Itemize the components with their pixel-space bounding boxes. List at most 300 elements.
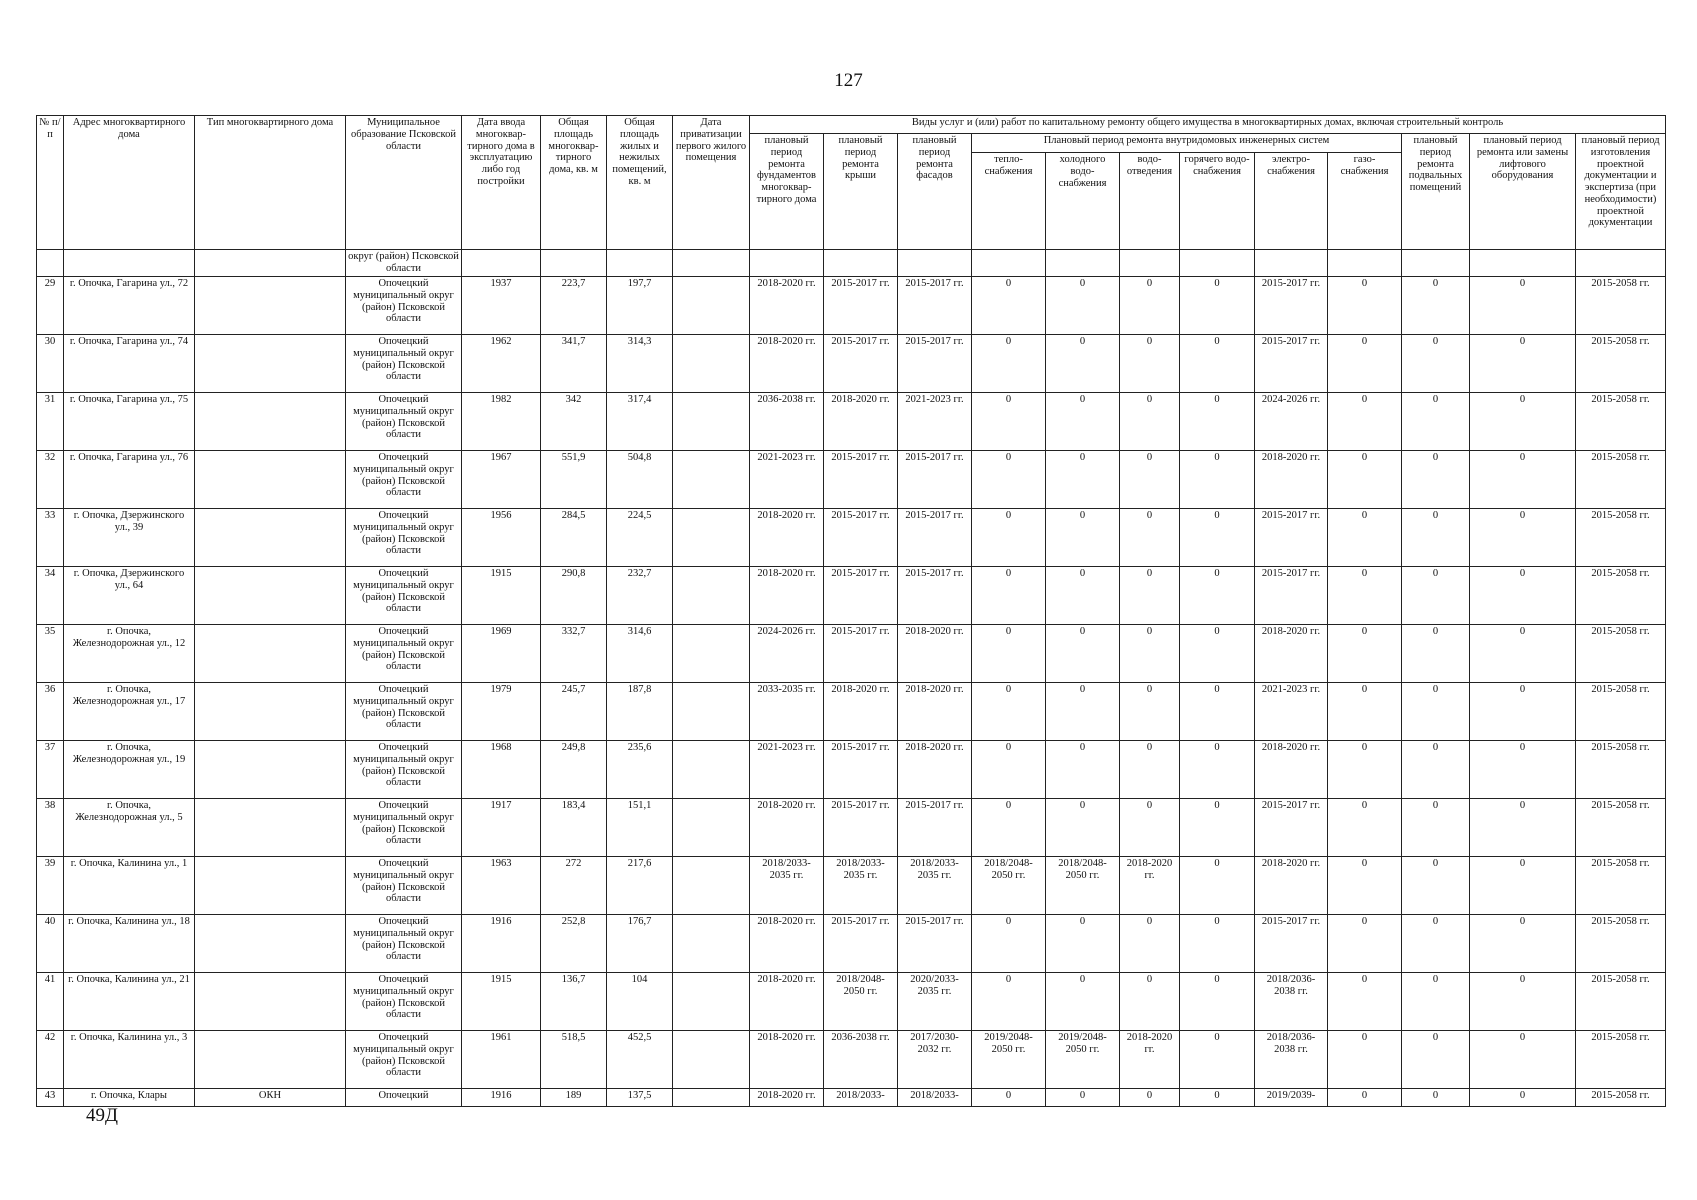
cell-basement: 0 bbox=[1402, 277, 1470, 335]
cell-living-area: 104 bbox=[607, 973, 673, 1031]
cell-design-doc: 2015-2058 гг. bbox=[1576, 451, 1666, 509]
cell-living-area: 314,6 bbox=[607, 625, 673, 683]
cell-facade: 2015-2017 гг. bbox=[898, 509, 972, 567]
cell-gas: 0 bbox=[1328, 683, 1402, 741]
cell-elevator: 0 bbox=[1470, 857, 1576, 915]
cell-heat: 2019/2048-2050 гг. bbox=[972, 1031, 1046, 1089]
cell-basement: 0 bbox=[1402, 567, 1470, 625]
cell-num: 34 bbox=[37, 567, 64, 625]
cell-gas: 0 bbox=[1328, 335, 1402, 393]
cell-hot-water: 0 bbox=[1180, 741, 1255, 799]
header-drainage: водо-отведения bbox=[1120, 153, 1180, 250]
cell-basement: 0 bbox=[1402, 625, 1470, 683]
table-row bbox=[37, 625, 1666, 683]
cell-cold-water: 0 bbox=[1046, 799, 1120, 857]
header-works-group: Виды услуг и (или) работ по капитальному ремонту общего имущества в многоквартирных домах, включая строительный контроль bbox=[750, 116, 1666, 134]
table-body bbox=[37, 250, 1666, 1107]
cell-municipality: Опочецкий bbox=[346, 1089, 462, 1107]
cell-hot-water: 0 bbox=[1180, 335, 1255, 393]
cell-design-doc: 2015-2058 гг. bbox=[1576, 683, 1666, 741]
cell-privatization bbox=[673, 393, 750, 451]
cell-year: 1961 bbox=[462, 1031, 541, 1089]
cell-num: 30 bbox=[37, 335, 64, 393]
cell-municipality: Опочецкий муниципальный округ (район) Псковской области bbox=[346, 799, 462, 857]
cell-basement: 0 bbox=[1402, 915, 1470, 973]
cell-privatization bbox=[673, 683, 750, 741]
cell-foundation: 2018-2020 гг. bbox=[750, 915, 824, 973]
cell-type bbox=[195, 451, 346, 509]
cell-basement: 0 bbox=[1402, 857, 1470, 915]
cell-type bbox=[195, 277, 346, 335]
cell-gas: 0 bbox=[1328, 1031, 1402, 1089]
capital-repair-table bbox=[36, 115, 1666, 1107]
cell-privatization bbox=[673, 451, 750, 509]
cell-municipality: Опочецкий муниципальный округ (район) Псковской области bbox=[346, 915, 462, 973]
table-row bbox=[37, 567, 1666, 625]
cell-foundation: 2018-2020 гг. bbox=[750, 799, 824, 857]
cell-gas: 0 bbox=[1328, 915, 1402, 973]
cell-electric: 2018-2020 гг. bbox=[1255, 857, 1328, 915]
cell-facade: 2018-2020 гг. bbox=[898, 741, 972, 799]
table-row bbox=[37, 509, 1666, 567]
cell-electric: 2018/2036-2038 гг. bbox=[1255, 973, 1328, 1031]
cell-design-doc: 2015-2058 гг. bbox=[1576, 1031, 1666, 1089]
table-header bbox=[37, 116, 1666, 250]
cell-address: г. Опочка, Гагарина ул., 74 bbox=[64, 335, 195, 393]
cell-type bbox=[195, 973, 346, 1031]
cell-heat: 0 bbox=[972, 509, 1046, 567]
cell-address: г. Опочка, Калинина ул., 21 bbox=[64, 973, 195, 1031]
cell-cold-water: 0 bbox=[1046, 509, 1120, 567]
cell-elevator: 0 bbox=[1470, 973, 1576, 1031]
cell-living-area: 176,7 bbox=[607, 915, 673, 973]
cell-living-area: 235,6 bbox=[607, 741, 673, 799]
cell-gas: 0 bbox=[1328, 451, 1402, 509]
cell-elevator: 0 bbox=[1470, 335, 1576, 393]
cell-gas: 0 bbox=[1328, 625, 1402, 683]
cell-year: 1917 bbox=[462, 799, 541, 857]
header-foundation: плановый период ремонта фундаментов многоквар-тирного дома bbox=[750, 134, 824, 250]
header-municipality: Муниципальное образование Псковской области bbox=[346, 116, 462, 250]
cell-address: г. Опочка, Железнодорожная ул., 5 bbox=[64, 799, 195, 857]
cell-cold-water: 0 bbox=[1046, 451, 1120, 509]
cell-total-area: 252,8 bbox=[541, 915, 607, 973]
cell-year: 1963 bbox=[462, 857, 541, 915]
cell-electric: 2015-2017 гг. bbox=[1255, 277, 1328, 335]
cell-num: 39 bbox=[37, 857, 64, 915]
cell-drainage: 2018-2020 гг. bbox=[1120, 1031, 1180, 1089]
cell-num: 40 bbox=[37, 915, 64, 973]
table-row bbox=[37, 393, 1666, 451]
cell-privatization bbox=[673, 625, 750, 683]
header-facade: плановый период ремонта фасадов bbox=[898, 134, 972, 250]
cell-design-doc: 2015-2058 гг. bbox=[1576, 567, 1666, 625]
header-total-area: Общая площадь многоквар-тирного дома, кв. м bbox=[541, 116, 607, 250]
cell-facade: 2015-2017 гг. bbox=[898, 277, 972, 335]
cell-facade: 2021-2023 гг. bbox=[898, 393, 972, 451]
cell-roof: 2036-2038 гг. bbox=[824, 1031, 898, 1089]
cell-municipality: Опочецкий муниципальный округ (район) Псковской области bbox=[346, 451, 462, 509]
cell-type: ОКН bbox=[195, 1089, 346, 1107]
cell-basement: 0 bbox=[1402, 1089, 1470, 1107]
cell-total-area: 284,5 bbox=[541, 509, 607, 567]
cell-basement: 0 bbox=[1402, 393, 1470, 451]
cell-roof: 2015-2017 гг. bbox=[824, 451, 898, 509]
cell-year: 1967 bbox=[462, 451, 541, 509]
cell-roof: 2018-2020 гг. bbox=[824, 683, 898, 741]
cell-year: 1969 bbox=[462, 625, 541, 683]
cell-electric: 2024-2026 гг. bbox=[1255, 393, 1328, 451]
header-gas: газо-снабжения bbox=[1328, 153, 1402, 250]
table-row bbox=[37, 1089, 1666, 1107]
cell-facade: 2018-2020 гг. bbox=[898, 683, 972, 741]
cell-year: 1916 bbox=[462, 915, 541, 973]
cell-year: 1982 bbox=[462, 393, 541, 451]
cell-basement: 0 bbox=[1402, 509, 1470, 567]
cell-heat: 0 bbox=[972, 1089, 1046, 1107]
cell-living-area: 317,4 bbox=[607, 393, 673, 451]
cell-cold-water: 0 bbox=[1046, 335, 1120, 393]
cell-basement: 0 bbox=[1402, 1031, 1470, 1089]
cell-municipality: Опочецкий муниципальный округ (район) Псковской области bbox=[346, 857, 462, 915]
cell-foundation: 2018-2020 гг. bbox=[750, 1089, 824, 1107]
cell-heat: 0 bbox=[972, 741, 1046, 799]
cell-foundation: 2033-2035 гг. bbox=[750, 683, 824, 741]
cell-drainage: 2018-2020 гг. bbox=[1120, 857, 1180, 915]
cell-drainage: 0 bbox=[1120, 799, 1180, 857]
cell-living-area: 224,5 bbox=[607, 509, 673, 567]
cell-cold-water: 0 bbox=[1046, 393, 1120, 451]
cell-roof: 2015-2017 гг. bbox=[824, 915, 898, 973]
cell-privatization bbox=[673, 335, 750, 393]
cell-num: 32 bbox=[37, 451, 64, 509]
cell-heat: 0 bbox=[972, 451, 1046, 509]
cell-type bbox=[195, 857, 346, 915]
cell-address: г. Опочка, Дзержинского ул., 39 bbox=[64, 509, 195, 567]
cell-type bbox=[195, 741, 346, 799]
cell-type bbox=[195, 509, 346, 567]
cell-cold-water: 0 bbox=[1046, 973, 1120, 1031]
cell-electric: 2021-2023 гг. bbox=[1255, 683, 1328, 741]
cell-foundation: 2018-2020 гг. bbox=[750, 973, 824, 1031]
cell-living-area: 187,8 bbox=[607, 683, 673, 741]
cell-facade: 2020/2033-2035 гг. bbox=[898, 973, 972, 1031]
cell-privatization bbox=[673, 799, 750, 857]
cell-cold-water: 0 bbox=[1046, 625, 1120, 683]
cell-elevator: 0 bbox=[1470, 451, 1576, 509]
cell-year: 1956 bbox=[462, 509, 541, 567]
cell-heat: 0 bbox=[972, 335, 1046, 393]
cell-roof: 2018/2033-2035 гг. bbox=[824, 857, 898, 915]
cell-heat: 0 bbox=[972, 915, 1046, 973]
cell-design-doc: 2015-2058 гг. bbox=[1576, 1089, 1666, 1107]
cell-gas: 0 bbox=[1328, 741, 1402, 799]
cell-year: 1968 bbox=[462, 741, 541, 799]
cell-privatization bbox=[673, 915, 750, 973]
cell-address: г. Опочка, Железнодорожная ул., 17 bbox=[64, 683, 195, 741]
cell-num: 31 bbox=[37, 393, 64, 451]
cell-year: 1916 bbox=[462, 1089, 541, 1107]
header-num: № п/п bbox=[37, 116, 64, 250]
cell-basement: 0 bbox=[1402, 799, 1470, 857]
header-design-doc: плановый период изготовления проектной документации и экспертиза (при необходимости) проектной документации bbox=[1576, 134, 1666, 250]
cell-year: 1962 bbox=[462, 335, 541, 393]
header-address: Адрес многоквартирного дома bbox=[64, 116, 195, 250]
cell-roof: 2015-2017 гг. bbox=[824, 335, 898, 393]
header-living-area: Общая площадь жилых и нежилых помещений, кв. м bbox=[607, 116, 673, 250]
cell-total-area: 290,8 bbox=[541, 567, 607, 625]
cell-privatization bbox=[673, 857, 750, 915]
cell-cold-water: 0 bbox=[1046, 1089, 1120, 1107]
cell-address: г. Опочка, Калинина ул., 3 bbox=[64, 1031, 195, 1089]
cell-municipality: Опочецкий муниципальный округ (район) Псковской области bbox=[346, 741, 462, 799]
cell-address: г. Опочка, Гагарина ул., 72 bbox=[64, 277, 195, 335]
cell-total-area: 518,5 bbox=[541, 1031, 607, 1089]
cell-privatization bbox=[673, 277, 750, 335]
cell-facade: 2018-2020 гг. bbox=[898, 625, 972, 683]
cell-elevator: 0 bbox=[1470, 799, 1576, 857]
cell-foundation: 2018-2020 гг. bbox=[750, 277, 824, 335]
cell-drainage: 0 bbox=[1120, 277, 1180, 335]
cell-municipality: Опочецкий муниципальный округ (район) Псковской области bbox=[346, 567, 462, 625]
header-heat: тепло-снабжения bbox=[972, 153, 1046, 250]
cell-address: г. Опочка, Калинина ул., 1 bbox=[64, 857, 195, 915]
cell-roof: 2015-2017 гг. bbox=[824, 509, 898, 567]
cell-total-area: 341,7 bbox=[541, 335, 607, 393]
cell-hot-water: 0 bbox=[1180, 567, 1255, 625]
cell-type bbox=[195, 799, 346, 857]
header-cold-water: холодного водо-снабжения bbox=[1046, 153, 1120, 250]
cell-roof: 2015-2017 гг. bbox=[824, 567, 898, 625]
cell-total-area: 249,8 bbox=[541, 741, 607, 799]
cell-privatization bbox=[673, 1089, 750, 1107]
table-row bbox=[37, 857, 1666, 915]
header-roof: плановый период ремонта крыши bbox=[824, 134, 898, 250]
cell-municipality: Опочецкий муниципальный округ (район) Псковской области bbox=[346, 509, 462, 567]
cell-heat: 0 bbox=[972, 625, 1046, 683]
cell-elevator: 0 bbox=[1470, 509, 1576, 567]
cell-living-area: 217,6 bbox=[607, 857, 673, 915]
cell-elevator: 0 bbox=[1470, 277, 1576, 335]
cell-facade: 2015-2017 гг. bbox=[898, 451, 972, 509]
cell-design-doc: 2015-2058 гг. bbox=[1576, 509, 1666, 567]
cell-num: 43 bbox=[37, 1089, 64, 1107]
cell-type bbox=[195, 1031, 346, 1089]
cell-roof: 2018/2048-2050 гг. bbox=[824, 973, 898, 1031]
cell-cold-water: 2018/2048-2050 гг. bbox=[1046, 857, 1120, 915]
cell-year: 1979 bbox=[462, 683, 541, 741]
cell-gas: 0 bbox=[1328, 973, 1402, 1031]
cell-hot-water: 0 bbox=[1180, 393, 1255, 451]
cell-gas: 0 bbox=[1328, 393, 1402, 451]
cell-municipality: Опочецкий муниципальный округ (район) Псковской области bbox=[346, 973, 462, 1031]
cell-year: 1937 bbox=[462, 277, 541, 335]
cell-cold-water: 0 bbox=[1046, 683, 1120, 741]
cell-total-area: 223,7 bbox=[541, 277, 607, 335]
cell-address: г. Опочка, Калинина ул., 18 bbox=[64, 915, 195, 973]
cell-design-doc: 2015-2058 гг. bbox=[1576, 335, 1666, 393]
cell-living-area: 314,3 bbox=[607, 335, 673, 393]
cell-hot-water: 0 bbox=[1180, 915, 1255, 973]
cell-electric: 2018-2020 гг. bbox=[1255, 741, 1328, 799]
table-row bbox=[37, 335, 1666, 393]
cell-year: 1915 bbox=[462, 567, 541, 625]
cell-drainage: 0 bbox=[1120, 509, 1180, 567]
cell-design-doc: 2015-2058 гг. bbox=[1576, 915, 1666, 973]
cell-drainage: 0 bbox=[1120, 915, 1180, 973]
cell-heat: 2018/2048-2050 гг. bbox=[972, 857, 1046, 915]
cell-facade: 2017/2030-2032 гг. bbox=[898, 1031, 972, 1089]
cell-design-doc: 2015-2058 гг. bbox=[1576, 741, 1666, 799]
cell-cold-water: 0 bbox=[1046, 915, 1120, 973]
cell-living-area: 151,1 bbox=[607, 799, 673, 857]
cell-hot-water: 0 bbox=[1180, 1089, 1255, 1107]
cell-drainage: 0 bbox=[1120, 741, 1180, 799]
cell-drainage: 0 bbox=[1120, 973, 1180, 1031]
cell-hot-water: 0 bbox=[1180, 277, 1255, 335]
cell-drainage: 0 bbox=[1120, 1089, 1180, 1107]
continuation-row bbox=[37, 250, 1666, 277]
cell-foundation: 2036-2038 гг. bbox=[750, 393, 824, 451]
cell-address: г. Опочка, Гагарина ул., 75 bbox=[64, 393, 195, 451]
cell-roof: 2015-2017 гг. bbox=[824, 799, 898, 857]
cell-total-area: 136,7 bbox=[541, 973, 607, 1031]
cell-total-area: 272 bbox=[541, 857, 607, 915]
cell-total-area: 189 bbox=[541, 1089, 607, 1107]
cell-basement: 0 bbox=[1402, 683, 1470, 741]
cell-municipality: Опочецкий муниципальный округ (район) Псковской области bbox=[346, 1031, 462, 1089]
cell-foundation: 2018-2020 гг. bbox=[750, 567, 824, 625]
table-row bbox=[37, 277, 1666, 335]
cell-drainage: 0 bbox=[1120, 335, 1180, 393]
cell-privatization bbox=[673, 567, 750, 625]
cell-electric: 2018/2036-2038 гг. bbox=[1255, 1031, 1328, 1089]
header-hot-water: горячего водо-снабжения bbox=[1180, 153, 1255, 250]
cell-heat: 0 bbox=[972, 799, 1046, 857]
cell-municipality: Опочецкий муниципальный округ (район) Псковской области bbox=[346, 335, 462, 393]
cell-roof: 2018-2020 гг. bbox=[824, 393, 898, 451]
cell-elevator: 0 bbox=[1470, 393, 1576, 451]
header-elevator: плановый период ремонта или замены лифтового оборудования bbox=[1470, 134, 1576, 250]
document-code: 49Д bbox=[86, 1105, 118, 1126]
cell-elevator: 0 bbox=[1470, 567, 1576, 625]
cell-address: г. Опочка, Клары bbox=[64, 1089, 195, 1107]
cell-hot-water: 0 bbox=[1180, 973, 1255, 1031]
cell-municipality: округ (район) Псковской области bbox=[346, 250, 462, 277]
cell-num: 35 bbox=[37, 625, 64, 683]
cell-address: г. Опочка, Железнодорожная ул., 12 bbox=[64, 625, 195, 683]
cell-facade: 2018/2033-2035 гг. bbox=[898, 857, 972, 915]
cell-basement: 0 bbox=[1402, 741, 1470, 799]
cell-municipality: Опочецкий муниципальный округ (район) Псковской области bbox=[346, 683, 462, 741]
cell-living-area: 137,5 bbox=[607, 1089, 673, 1107]
cell-year: 1915 bbox=[462, 973, 541, 1031]
header-eng-group: Плановый период ремонта внутридомовых инженерных систем bbox=[972, 134, 1402, 153]
cell-roof: 2015-2017 гг. bbox=[824, 277, 898, 335]
cell-facade: 2018/2033- bbox=[898, 1089, 972, 1107]
header-type: Тип многоквартирного дома bbox=[195, 116, 346, 250]
cell-num: 42 bbox=[37, 1031, 64, 1089]
header-electric: электро-снабжения bbox=[1255, 153, 1328, 250]
cell-design-doc: 2015-2058 гг. bbox=[1576, 393, 1666, 451]
cell-hot-water: 0 bbox=[1180, 509, 1255, 567]
cell-foundation: 2018-2020 гг. bbox=[750, 509, 824, 567]
cell-facade: 2015-2017 гг. bbox=[898, 335, 972, 393]
cell-basement: 0 bbox=[1402, 973, 1470, 1031]
cell-drainage: 0 bbox=[1120, 625, 1180, 683]
cell-electric: 2018-2020 гг. bbox=[1255, 451, 1328, 509]
cell-basement: 0 bbox=[1402, 335, 1470, 393]
cell-hot-water: 0 bbox=[1180, 451, 1255, 509]
cell-type bbox=[195, 915, 346, 973]
cell-address: г. Опочка, Гагарина ул., 76 bbox=[64, 451, 195, 509]
cell-design-doc: 2015-2058 гг. bbox=[1576, 799, 1666, 857]
cell-address: г. Опочка, Дзержинского ул., 64 bbox=[64, 567, 195, 625]
cell-num: 33 bbox=[37, 509, 64, 567]
header-privatization: Дата приватизации первого жилого помещения bbox=[673, 116, 750, 250]
cell-heat: 0 bbox=[972, 277, 1046, 335]
table-row bbox=[37, 451, 1666, 509]
cell-roof: 2015-2017 гг. bbox=[824, 625, 898, 683]
cell-living-area: 197,7 bbox=[607, 277, 673, 335]
cell-heat: 0 bbox=[972, 393, 1046, 451]
cell-type bbox=[195, 567, 346, 625]
cell-privatization bbox=[673, 973, 750, 1031]
cell-electric: 2019/2039- bbox=[1255, 1089, 1328, 1107]
cell-roof: 2015-2017 гг. bbox=[824, 741, 898, 799]
cell-heat: 0 bbox=[972, 683, 1046, 741]
cell-heat: 0 bbox=[972, 973, 1046, 1031]
cell-gas: 0 bbox=[1328, 799, 1402, 857]
cell-hot-water: 0 bbox=[1180, 1031, 1255, 1089]
cell-electric: 2015-2017 гг. bbox=[1255, 799, 1328, 857]
cell-privatization bbox=[673, 1031, 750, 1089]
cell-cold-water: 0 bbox=[1046, 567, 1120, 625]
cell-total-area: 183,4 bbox=[541, 799, 607, 857]
cell-foundation: 2021-2023 гг. bbox=[750, 451, 824, 509]
cell-elevator: 0 bbox=[1470, 1031, 1576, 1089]
cell-electric: 2015-2017 гг. bbox=[1255, 567, 1328, 625]
cell-address: г. Опочка, Железнодорожная ул., 19 bbox=[64, 741, 195, 799]
cell-municipality: Опочецкий муниципальный округ (район) Псковской области bbox=[346, 625, 462, 683]
cell-foundation: 2018-2020 гг. bbox=[750, 335, 824, 393]
cell-municipality: Опочецкий муниципальный округ (район) Псковской области bbox=[346, 393, 462, 451]
cell-total-area: 332,7 bbox=[541, 625, 607, 683]
cell-elevator: 0 bbox=[1470, 741, 1576, 799]
cell-type bbox=[195, 335, 346, 393]
cell-elevator: 0 bbox=[1470, 1089, 1576, 1107]
cell-facade: 2015-2017 гг. bbox=[898, 567, 972, 625]
cell-drainage: 0 bbox=[1120, 393, 1180, 451]
cell-electric: 2015-2017 гг. bbox=[1255, 335, 1328, 393]
cell-living-area: 452,5 bbox=[607, 1031, 673, 1089]
cell-foundation: 2021-2023 гг. bbox=[750, 741, 824, 799]
cell-gas: 0 bbox=[1328, 567, 1402, 625]
cell-foundation: 2018-2020 гг. bbox=[750, 1031, 824, 1089]
cell-design-doc: 2015-2058 гг. bbox=[1576, 277, 1666, 335]
cell-privatization bbox=[673, 509, 750, 567]
cell-num: 41 bbox=[37, 973, 64, 1031]
cell-gas: 0 bbox=[1328, 509, 1402, 567]
cell-gas: 0 bbox=[1328, 1089, 1402, 1107]
cell-elevator: 0 bbox=[1470, 915, 1576, 973]
cell-facade: 2015-2017 гг. bbox=[898, 799, 972, 857]
cell-type bbox=[195, 393, 346, 451]
cell-num: 29 bbox=[37, 277, 64, 335]
cell-drainage: 0 bbox=[1120, 683, 1180, 741]
cell-total-area: 245,7 bbox=[541, 683, 607, 741]
cell-facade: 2015-2017 гг. bbox=[898, 915, 972, 973]
